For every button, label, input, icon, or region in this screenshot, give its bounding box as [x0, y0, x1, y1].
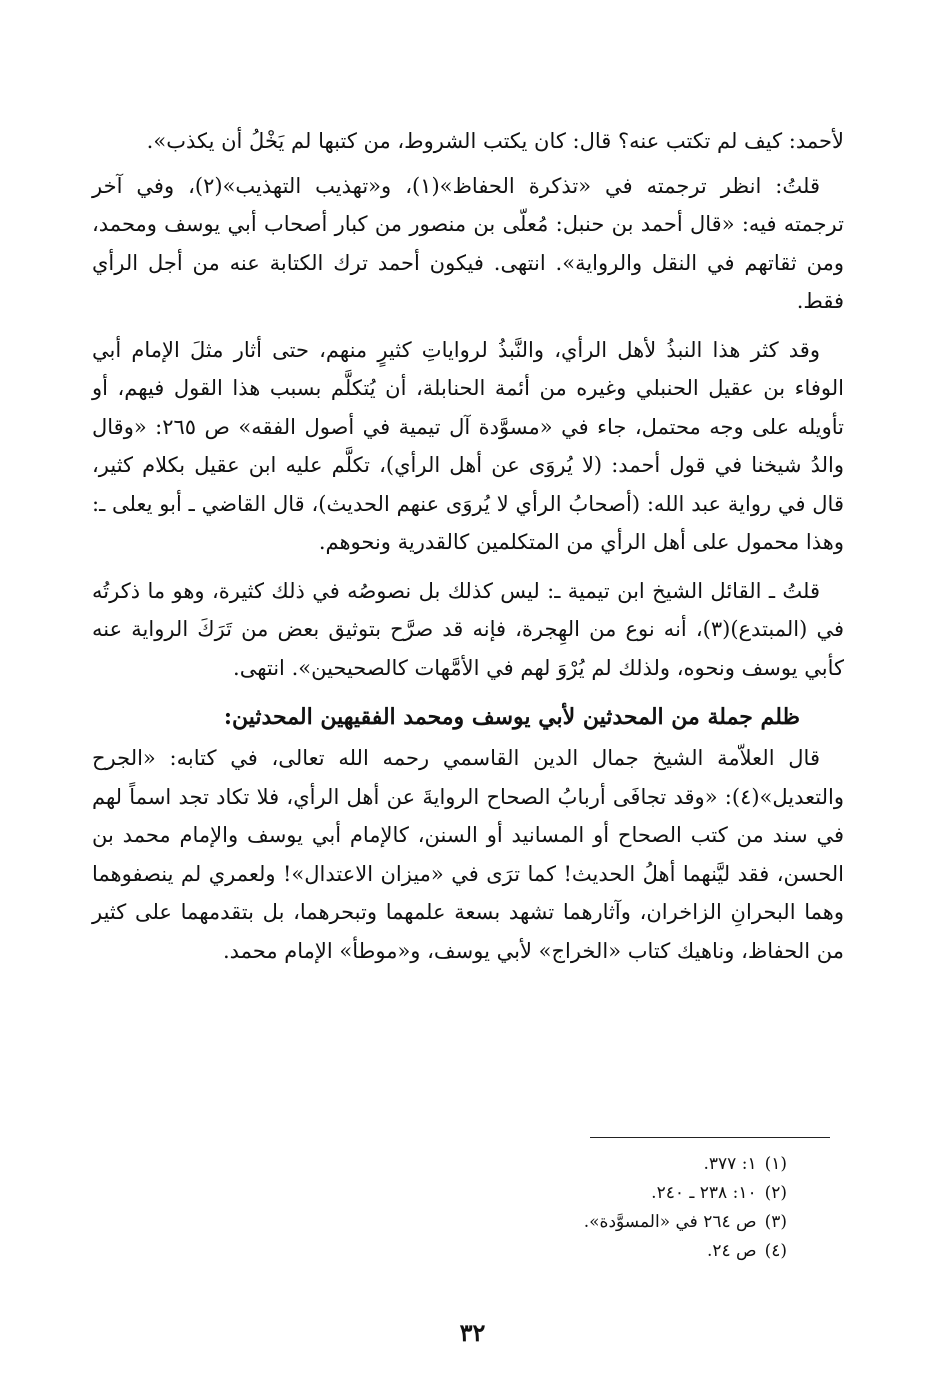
footnote-separator [590, 1137, 830, 1138]
footnote-text: ص ٢٦٤ في «المسوَّدة». [583, 1212, 757, 1232]
paragraph-1: لأحمد: كيف لم تكتب عنه؟ قال: كان يكتب الشروط، من كتبها لم يَخْلُ أن يكذب». [146, 129, 844, 153]
footnote-text: ١: ٣٧٧. [703, 1154, 757, 1174]
footnote-1 [487, 1150, 787, 1179]
section-heading: ظلم جملة من المحدثين لأبي يوسف ومحمد الفقيهين المحدثين: [223, 704, 800, 730]
paragraph-5: قال العلاّمة الشيخ جمال الدين القاسمي رحمه الله تعالى، في كتابه: «الجرح والتعديل»(٤): «وقد تجافَى أربابُ الصحاح الروايةَ عن أهل الرأي، فلا تكاد تجد اسماً لهم في سند من كتب الصحاح أو المسانيد أو السنن، كالإمام أبي يوسف والإمام محمد بن الحسن، فقد ليَّنهما أهلُ الحديث! كما ترَى في «ميزان الاعتدال»! ولعمري لم ينصفوهما وهما البحرانِ الزاخران، وآثارهما تشهد بسعة علمهما وتبحرهما، بل بتقدمهما على كثير من الحفاظ، وناهيك كتاب «الخراج» لأبي يوسف، و«موطأ» الإمام محمد. [92, 746, 844, 963]
paragraph-2: قلتُ: انظر ترجمته في «تذكرة الحفاظ»(١)، و«تهذيب التهذيب»(٢)، وفي آخر ترجمته فيه: «قال أحمد بن حنبل: مُعلّى بن منصور من كبار أصحاب أبي يوسف ومحمد، ومن ثقاتهم في النقل والرواية». انتهى. فيكون أحمد ترك الكتابة عنه من أجل الرأي فقط. [92, 173, 844, 313]
footnote-2 [487, 1179, 787, 1208]
footnote-4 [487, 1237, 787, 1266]
paragraph-3: وقد كثر هذا النبذُ لأهل الرأي، والنَّبذُ لرواياتِ كثيرٍ منهم، حتى أثار مثلَ الإمام أبي الوفاء بن عقيل الحنبلي وغيره من أئمة الحنابلة، أن يُتكلَّم بسبب هذا القول فيهم، أو تأويله على وجه محتمل، جاء في «مسوَّدة آل تيمية في أصول الفقه» ص ٢٦٥: «وقال والدُ شيخنا في قول أحمد: (لا يُروَى عن أهل الرأي)، تكلَّم عليه ابن عقيل بكلام كثير، قال في رواية عبد الله: (أصحابُ الرأي لا يُروَى عنهم الحديث)، قال القاضي ـ أبو يعلى ـ: وهذا محمول على أهل الرأي من المتكلمين كالقدرية ونحوهم. [92, 337, 844, 554]
footnote-text: ص ٢٤. [706, 1241, 757, 1261]
footnote-number: (٣) [764, 1212, 787, 1232]
footnote-number: (٤) [764, 1241, 787, 1261]
footnote-3 [487, 1208, 787, 1237]
footnote-number: (٢) [764, 1183, 787, 1203]
footnote-number: (١) [764, 1154, 787, 1174]
footnote-text: ١٠: ٢٣٨ ـ ٢٤٠. [651, 1183, 757, 1203]
page-number: ٣٢ [459, 1318, 486, 1347]
footnotes [487, 1150, 787, 1266]
main-text [92, 122, 844, 980]
paragraph-4: قلتُ ـ القائل الشيخ ابن تيمية ـ: ليس كذلك بل نصوصُه في ذلك كثيرة، وهو ما ذكرتُه في (المبتدع)(٣)، أنه نوع من الهِجرة، فإنه قد صرَّح بتوثيق بعض من تَرَكَ الرواية عنه كأبي يوسف ونحوه، ولذلك لم يُرْوَ لهم في الأمَّهات كالصحيحين». انتهى. [92, 578, 844, 680]
